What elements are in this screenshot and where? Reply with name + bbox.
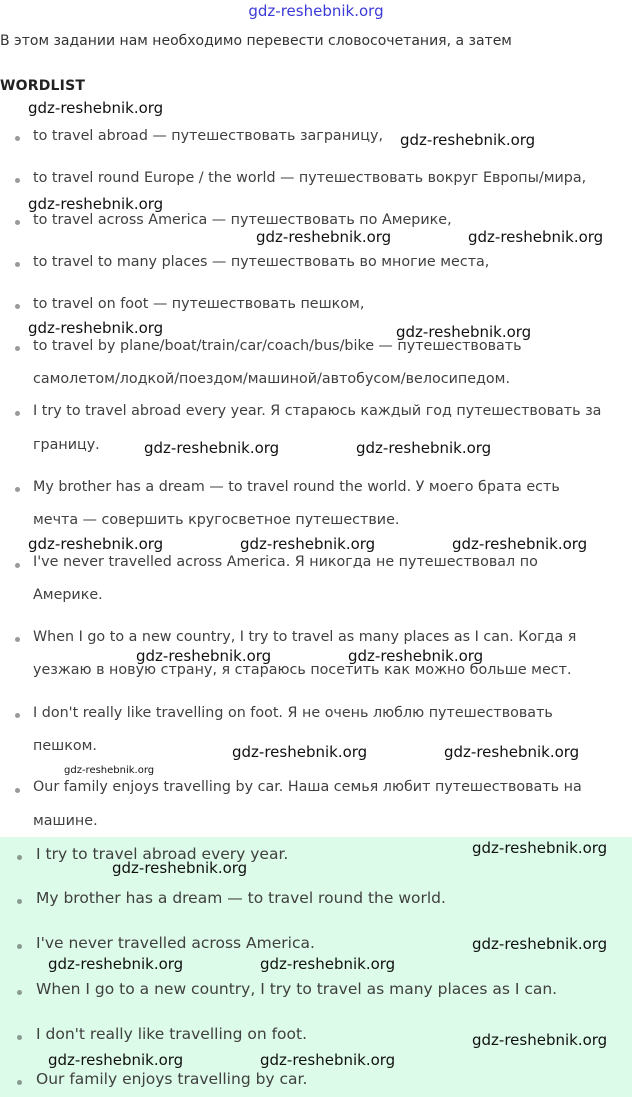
wordlist-item-continuation: мечта — совершить кругосветное путешествие. [33,512,400,528]
watermark: gdz-reshebnik.org [232,743,368,761]
watermark: gdz-reshebnik.org [28,535,164,553]
wordlist-item: When I go to a new country, I try to travel as many places as I can. Когда я [33,629,577,645]
wordlist-item: to travel abroad — путешествовать заграницу, [33,128,384,144]
watermark: gdz-reshebnik.org [28,319,164,337]
bullet-icon [17,1080,22,1085]
watermark: gdz-reshebnik.org [260,1051,396,1069]
bullet-icon [15,136,20,141]
watermark: gdz-reshebnik.org [472,935,608,953]
watermark: gdz-reshebnik.org [136,647,272,665]
bullet-icon [17,1035,22,1040]
watermark: gdz-reshebnik.org [472,839,608,857]
wordlist-item-continuation: самолетом/лодкой/поездом/машиной/автобусом/велосипедом. [33,371,510,387]
watermark: gdz-reshebnik.org [260,955,396,973]
bullet-icon [15,637,20,642]
wordlist-item: to travel by plane/boat/train/car/coach/bus/bike — путешествовать [33,338,522,354]
wordlist-item: My brother has a dream — to travel round the world. У моего брата есть [33,479,560,495]
bullet-icon [15,487,20,492]
wordlist-item-continuation: пешком. [33,738,97,754]
wordlist-item-continuation: машине. [33,813,98,829]
wordlist-item-continuation: границу. [33,437,100,453]
watermark: gdz-reshebnik.org [452,535,588,553]
bullet-icon [15,304,20,309]
site-link[interactable]: gdz-reshebnik.org [248,2,384,20]
answer-item: Our family enjoys travelling by car. [36,1070,308,1088]
wordlist-item: I've never travelled across America. Я никогда не путешествовал по [33,554,538,570]
bullet-icon [17,899,22,904]
watermark: gdz-reshebnik.org [48,1051,184,1069]
watermark: gdz-reshebnik.org [28,99,164,117]
watermark: gdz-reshebnik.org [240,535,376,553]
wordlist-item-continuation: Америке. [33,587,103,603]
bullet-icon [15,220,20,225]
wordlist-item: Our family enjoys travelling by car. Наша семья любит путешествовать на [33,779,582,795]
bullet-icon [15,411,20,416]
bullet-icon [15,346,20,351]
bullet-icon [17,990,22,995]
bullet-icon [15,262,20,267]
wordlist-item-continuation: уезжаю в новую страну, я стараюсь посетить как можно больше мест. [33,662,572,678]
wordlist-item: to travel on foot — путешествовать пешком, [33,296,365,312]
watermark: gdz-reshebnik.org [64,765,155,776]
answer-item: I try to travel abroad every year. [36,845,289,863]
watermark: gdz-reshebnik.org [348,647,484,665]
watermark: gdz-reshebnik.org [472,1031,608,1049]
answer-item: I don't really like travelling on foot. [36,1025,308,1043]
bullet-icon [17,855,22,860]
bullet-icon [15,788,20,793]
watermark: gdz-reshebnik.org [256,228,392,246]
watermark: gdz-reshebnik.org [28,195,164,213]
wordlist-item: I try to travel abroad every year. Я стараюсь каждый год путешествовать за [33,403,602,419]
bullet-icon [15,563,20,568]
watermark: gdz-reshebnik.org [356,439,492,457]
bullet-icon [15,178,20,183]
wordlist-item: I don't really like travelling on foot. Я не очень люблю путешествовать [33,705,553,721]
watermark: gdz-reshebnik.org [444,743,580,761]
watermark: gdz-reshebnik.org [112,859,248,877]
answer-item: I've never travelled across America. [36,934,315,952]
watermark: gdz-reshebnik.org [144,439,280,457]
watermark: gdz-reshebnik.org [48,955,184,973]
bullet-icon [15,713,20,718]
watermark: gdz-reshebnik.org [468,228,604,246]
bullet-icon [17,944,22,949]
wordlist-heading: WORDLIST [0,78,86,94]
wordlist-item: to travel round Europe / the world — путешествовать вокруг Европы/мира, [33,170,587,186]
answer-item: When I go to a new country, I try to travel as many places as I can. [36,980,558,998]
intro-text: В этом задании нам необходимо перевести словосочетания, а затем [0,33,512,49]
watermark: gdz-reshebnik.org [396,323,532,341]
wordlist-item: to travel across America — путешествовать по Америке, [33,212,452,228]
watermark: gdz-reshebnik.org [400,131,536,149]
wordlist-item: to travel to many places — путешествовать во многие места, [33,254,490,270]
answer-item: My brother has a dream — to travel round the world. [36,889,446,907]
